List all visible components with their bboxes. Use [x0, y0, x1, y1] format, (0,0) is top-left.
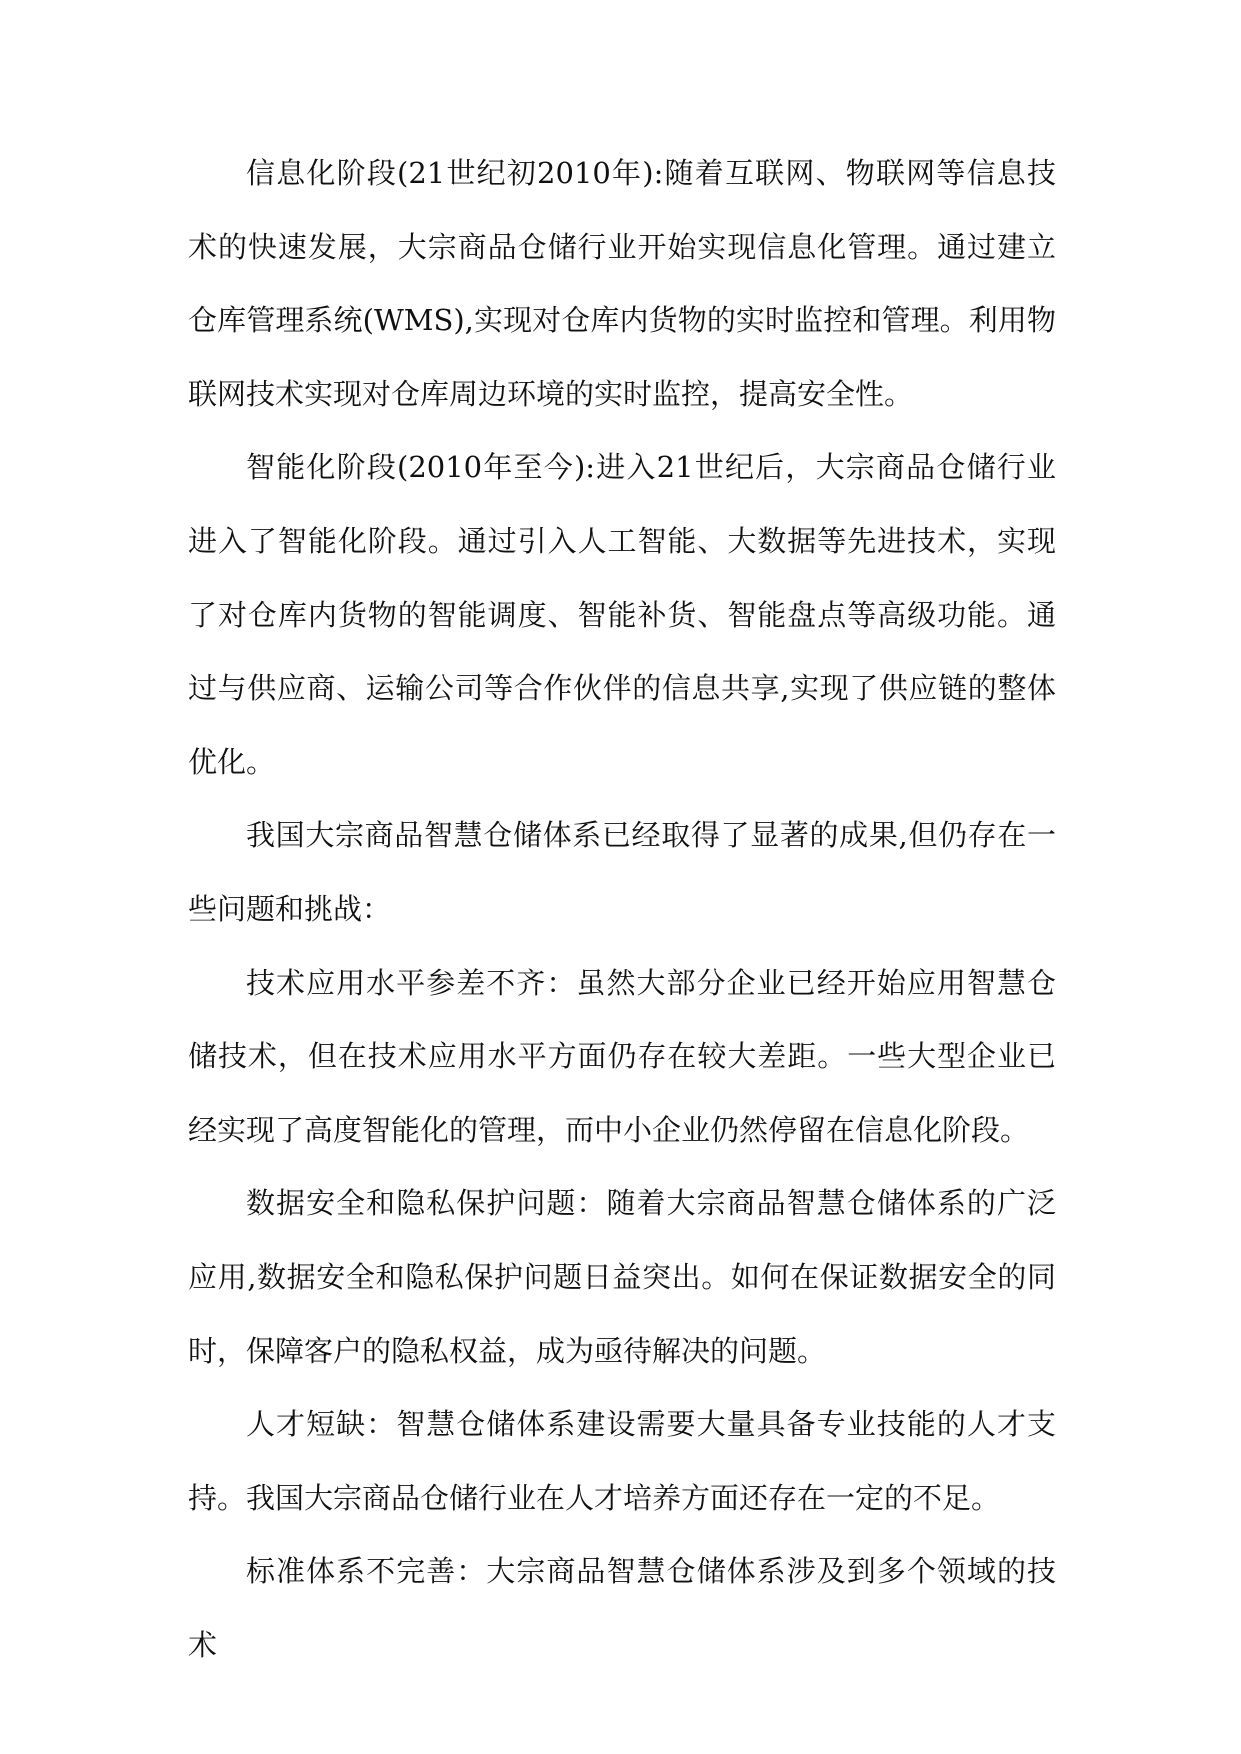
paragraph-talent-shortage: 人才短缺：智慧仓储体系建设需要大量具备专业技能的人才支持。我国大宗商品仓储行业在人才培养方面还存在一定的不足。 — [188, 1407, 1056, 1515]
document-body — [188, 137, 1056, 1682]
paragraph-data-security: 数据安全和隐私保护问题：随着大宗商品智慧仓储体系的广泛应用,数据安全和隐私保护问题日益突出。如何在保证数据安全的同时，保障客户的隐私权益，成为亟待解决的问题。 — [188, 1186, 1056, 1368]
paragraph-problems-intro: 我国大宗商品智慧仓储体系已经取得了显著的成果,但仍存在一些问题和挑战： — [188, 818, 1056, 926]
paragraph-standard-system: 标准体系不完善：大宗商品智慧仓储体系涉及到多个领域的技术 — [188, 1554, 1056, 1662]
paragraph-intelligent-stage: 智能化阶段(2010年至今):进入21世纪后，大宗商品仓储行业进入了智能化阶段。通过引入人工智能、大数据等先进技术，实现了对仓库内货物的智能调度、智能补货、智能盘点等高级功能。通过与供应商、运输公司等合作伙伴的信息共享,实现了供应链的整体优化。 — [188, 450, 1056, 779]
paragraph-technology-level: 技术应用水平参差不齐：虽然大部分企业已经开始应用智慧仓储技术，但在技术应用水平方面仍存在较大差距。一些大型企业已经实现了高度智能化的管理，而中小企业仍然停留在信息化阶段。 — [188, 965, 1056, 1147]
paragraph-informatization-stage: 信息化阶段(21世纪初2010年):随着互联网、物联网等信息技术的快速发展，大宗商品仓储行业开始实现信息化管理。通过建立仓库管理系统(WMS),实现对仓库内货物的实时监控和管理。利用物联网技术实现对仓库周边环境的实时监控，提高安全性。 — [188, 156, 1056, 411]
